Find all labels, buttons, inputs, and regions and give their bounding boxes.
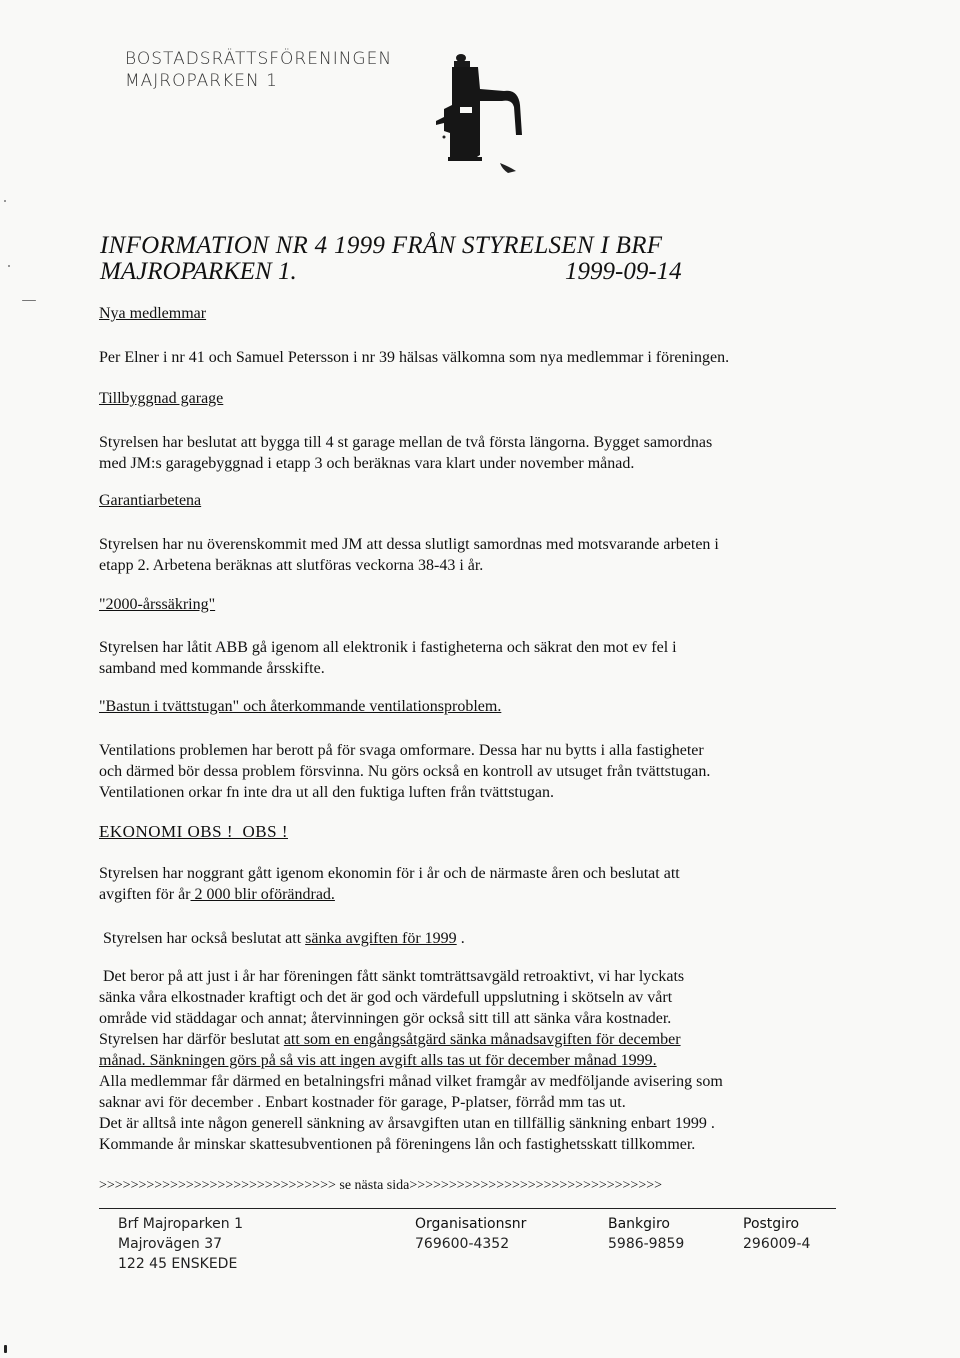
y2k-line1: Styrelsen har låtit ABB gå igenom all elektronik i fastigheterna och säkrat den mot ev fel i [99, 639, 677, 656]
heading-2000-arssakring: "2000-årssäkring" [99, 596, 216, 613]
scan-speck [8, 265, 10, 267]
footer-organisationsnr-value: 769600-4352 [415, 1236, 510, 1252]
footer-bankgiro-value: 5986-9859 [608, 1236, 685, 1252]
bastu-line3: Ventilationen orkar fn inte dra ut all den fuktiga luften från tvättstugan. [99, 784, 554, 801]
water-pump-icon [430, 45, 540, 180]
heading-bastun: "Bastun i tvättstugan" och återkommande ventilationsproblem. [99, 698, 502, 715]
association-name-line1: BOSTADSRÄTTSFÖRENINGEN [125, 49, 393, 69]
ekonomi-p2-line [103, 928, 465, 949]
garage-line2: med JM:s garagebyggnad i etapp 3 och beräknas vara klart under november månad. [99, 455, 635, 472]
ekonomi-p3-line2: sänka våra elkostnader kraftigt och det är god och värdefull uppslutning i skötseln av vårt [99, 989, 673, 1006]
paragraph-ekonomi-1 [99, 863, 680, 905]
ekonomi-p3-line4-start: Styrelsen har därför beslutat [99, 1031, 284, 1048]
paragraph-garantiarbetena [99, 534, 719, 576]
ekonomi-p3-line8: Det är alltså inte någon generell sänkning av årsavgiften utan en tillfällig sänkning enbart 1999 . [99, 1115, 715, 1132]
footer-address [118, 1214, 243, 1274]
garanti-line2: etapp 2. Arbetena beräknas att slutföras veckorna 38-43 i år. [99, 557, 484, 574]
heading-garantiarbetena: Garantiarbetena [99, 492, 202, 509]
association-name-line2: MAJROPARKEN 1 [125, 71, 278, 91]
ekonomi-p1-line2-underlined: 2 000 blir oförändrad. [190, 886, 335, 903]
footer-postgiro [743, 1214, 810, 1254]
document-title [100, 233, 662, 259]
ekonomi-p3-line4 [99, 1029, 723, 1050]
ekonomi-p3-line4-underlined: att som en engångsåtgärd sänka månadsavgiften för december [283, 1031, 681, 1048]
ekonomi-p2-start: Styrelsen har också beslutat att [103, 930, 306, 947]
heading-nya-medlemmar: Nya medlemmar [99, 305, 207, 322]
ekonomi-p1-line2-start: avgiften för år [99, 886, 191, 903]
scan-speck [4, 200, 6, 202]
footer-divider [99, 1208, 836, 1209]
bastu-line2: och därmed bör dessa problem försvinna. Nu görs också en kontroll av utsuget från tvättstugan. [99, 763, 711, 780]
footer-address-line3: 122 45 ENSKEDE [118, 1256, 238, 1272]
ekonomi-p2-end: . [456, 930, 465, 947]
footer-address-line2: Majrovägen 37 [118, 1236, 223, 1252]
paragraph-tillbyggnad-garage [99, 432, 712, 474]
document-title-line1: INFORMATION NR 4 1999 FRÅN STYRELSEN I BRF [100, 232, 663, 259]
paragraph-nya-medlemmar: Per Elner i nr 41 och Samuel Petersson i nr 39 hälsas välkomna som nya medlemmar i föreningen. [99, 349, 730, 366]
paragraph-bastun [99, 740, 710, 803]
footer-address-line1: Brf Majroparken 1 [118, 1216, 243, 1232]
document-title-line2: MAJROPARKEN 1. [100, 258, 297, 285]
scan-speck [22, 300, 36, 301]
scan-speck [4, 1345, 7, 1353]
paragraph-ekonomi-3 [99, 966, 723, 1155]
ekonomi-p3-line1: Det beror på att just i år har föreningen fått sänkt tomträttsavgäld retroaktivt, vi har lyckats [103, 968, 685, 985]
footer-bankgiro [608, 1214, 684, 1254]
garage-line1: Styrelsen har beslutat att bygga till 4 st garage mellan de två första längorna. Bygget samordnas [99, 434, 713, 451]
ekonomi-p3-line6: Alla medlemmar får därmed en betalningsfri månad vilket framgår av medföljande avisering som [99, 1073, 723, 1090]
footer-postgiro-label: Postgiro [743, 1216, 800, 1232]
document-date: 1999-09-14 [565, 258, 682, 285]
next-page-indicator: >>>>>>>>>>>>>>>>>>>>>>>>>>>>>> se nästa sida>>>>>>>>>>>>>>>>>>>>>>>>>>>>>>>> [99, 1178, 663, 1193]
paragraph-ekonomi-2 [103, 928, 465, 949]
footer-postgiro-value: 296009-4 [743, 1236, 811, 1252]
ekonomi-p1-line1: Styrelsen har noggrant gått igenom ekonomin för i år och de närmaste åren och beslutat att [99, 865, 680, 882]
bastu-line1: Ventilations problemen har berott på för svaga omformare. Dessa har nu bytts i alla fastigheter [99, 742, 704, 759]
ekonomi-p3-line9: Kommande år minskar skattesubventionen på föreningens lån och fastighetsskatt tillkommer. [99, 1136, 696, 1153]
y2k-line2: samband med kommande årsskifte. [99, 660, 325, 677]
garanti-line1: Styrelsen har nu överenskommit med JM att dessa slutligt samordnas med motsvarande arbeten i [99, 536, 719, 553]
footer-organisationsnr [415, 1214, 526, 1254]
ekonomi-p3-line7: saknar avi för december . Enbart kostnader för garage, P-platser, förråd mm tas ut. [99, 1094, 626, 1111]
heading-tillbyggnad-garage: Tillbyggnad garage [99, 390, 224, 407]
ekonomi-p3-line3: område vid städdagar och annat; återvinningen gör också sitt till att sänka våra kostnader. [99, 1010, 672, 1027]
heading-ekonomi: EKONOMI OBS ! OBS ! [99, 822, 288, 841]
paragraph-2000-arssakring [99, 637, 677, 679]
ekonomi-p2-underlined: sänka avgiften för 1999 [305, 930, 457, 947]
ekonomi-p3-line5: månad. Sänkningen görs på så vis att ingen avgift alls tas ut för december månad 1999. [99, 1052, 657, 1069]
ekonomi-p1-line2 [99, 884, 680, 905]
association-name [125, 48, 392, 92]
footer-bankgiro-label: Bankgiro [608, 1216, 670, 1232]
footer-organisationsnr-label: Organisationsnr [415, 1216, 527, 1232]
